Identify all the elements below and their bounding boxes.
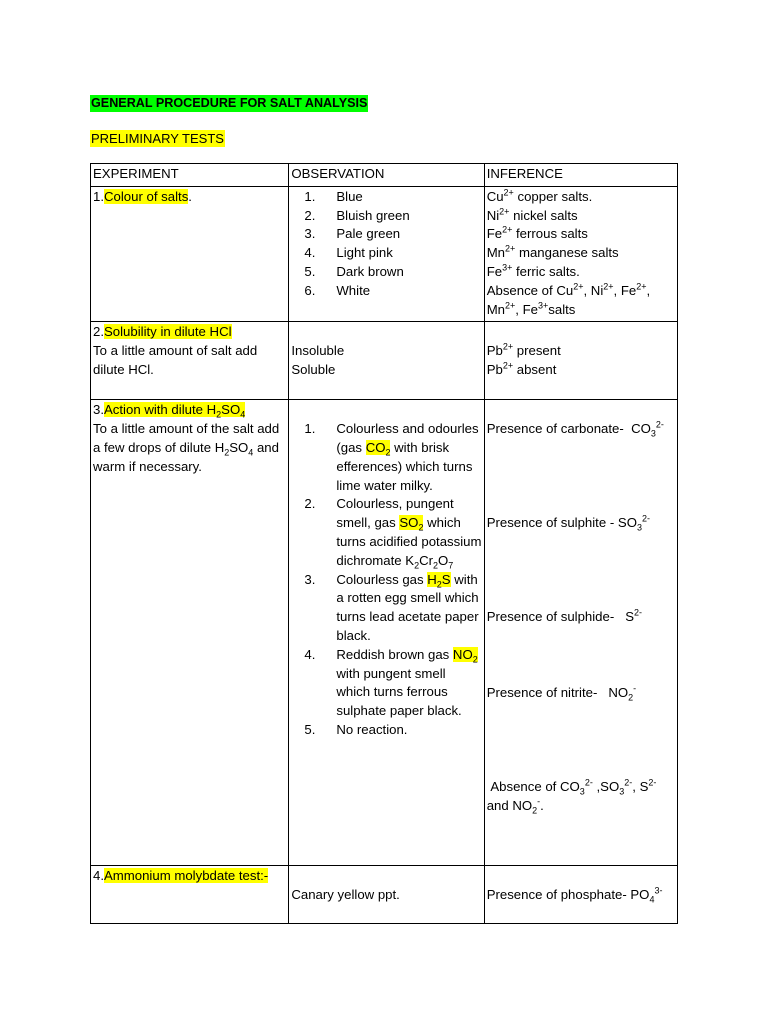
list-item: 2. Bluish green	[304, 207, 410, 223]
list-item: 4. Light pink	[304, 245, 393, 261]
header-observation: OBSERVATION	[289, 164, 484, 187]
header-experiment: EXPERIMENT	[91, 164, 289, 187]
row-number: 1.	[93, 188, 104, 204]
header-inference: INFERENCE	[484, 164, 677, 187]
list-item: 3. Pale green	[304, 226, 401, 242]
inference-line: $Cu^{2+}$ copper salts.	[486, 187, 593, 204]
inference-cell	[484, 400, 677, 866]
list-item: 2. Colourless, pungent smell, gas $SO_2$ which turns acidified potassium dichromate $K_2Cr_2O_7$	[304, 496, 482, 571]
inference-line: $Fe^{3+}$ ferric salts.	[486, 262, 580, 279]
inference-cell	[484, 322, 677, 400]
list-item: 1. Colourless and odourles (gas $CO_2$ with brisk efferences) which turns lime water milky.	[304, 421, 479, 493]
page-title: GENERAL PROCEDURE FOR SALT ANALYSIS	[91, 96, 368, 110]
list-item: 6. White	[304, 282, 371, 298]
observation-cell	[289, 186, 484, 322]
inference-line: $Ni^{2+}$ nickel salts	[486, 206, 578, 223]
experiment-cell: 1.Colour of salts.	[91, 186, 289, 322]
inference-cell	[484, 186, 677, 322]
experiment-title: Ammonium molybdate test:-	[104, 868, 269, 884]
inference-line: Presence of sulphide- $S^{2-}$	[486, 607, 643, 625]
experiment-cell: 4.Ammonium molybdate test:-	[91, 866, 289, 924]
inference-line: Presence of nitrite- $NO_2^-$	[486, 683, 637, 703]
inference-line: $Mn^{2+}$ manganese salts	[486, 243, 619, 261]
experiment-description: To a little amount of the salt add a few drops of dilute $H_2SO_4$ and warm if necessary.	[93, 421, 280, 474]
table-row	[91, 400, 678, 866]
observation-list	[291, 420, 481, 740]
list-item: 5. No reaction.	[304, 721, 408, 737]
table-row	[91, 186, 678, 322]
experiment-title: Solubility in dilute HCl	[104, 324, 232, 340]
observation-cell	[289, 400, 484, 866]
observation-text: Soluble	[291, 361, 336, 377]
observation-text: Insoluble	[291, 343, 345, 359]
list-item: 3. Colourless gas $H_2S$ with a rotten egg smell which turns lead acetate paper black.	[304, 571, 479, 643]
inference-line: Presence of phosphate- $PO_4^{3-}$	[486, 885, 663, 905]
experiment-title: Action with dilute $H_2SO_4$	[104, 402, 246, 421]
experiment-title: Colour of salts	[104, 188, 189, 204]
list-item: 4. Reddish brown gas $NO_2$ with pungent smell which turns ferrous sulphate paper black.	[304, 646, 478, 719]
inference-cell	[484, 866, 677, 924]
inference-line: Absence of $Cu^{2+}$, $Ni^{2+}$, $Fe^{2+}$, $Mn^{2+}$, $Fe^{3+}salts$	[486, 281, 651, 317]
experiment-description: To a little amount of salt add dilute HCl.	[93, 343, 258, 377]
list-item: 1. Blue	[304, 188, 363, 204]
list-item: 5. Dark brown	[304, 263, 404, 279]
observation-list	[291, 188, 481, 301]
inference-line: $Fe^{2+}$ ferrous salts	[486, 225, 588, 242]
experiment-cell: 2.Solubility in dilute HCl To a little amount of salt add dilute HCl.	[91, 322, 289, 400]
salt-analysis-table	[90, 163, 678, 924]
observation-cell	[289, 322, 484, 400]
observation-text: Canary yellow ppt.	[291, 887, 400, 903]
table-row	[91, 866, 678, 924]
inference-line: $Pb^{2+}$ present	[486, 341, 561, 359]
inference-line: $Pb^{2+}$ absent	[486, 360, 557, 377]
table-row	[91, 322, 678, 400]
inference-line: Presence of sulphite - $SO_3^{2-}$	[486, 513, 650, 533]
inference-line: Presence of carbonate- $CO_3^{2-}$	[486, 419, 664, 439]
experiment-cell: 3.Action with dilute $H_2SO_4$ To a little amount of the salt add a few drops of dilute $H_2SO_4$ and warm if necessary.	[91, 400, 289, 866]
section-title: PRELIMINARY TESTS	[91, 131, 224, 146]
inference-line: Absence of $CO_3^{2-}$ $,SO_3^{2-}$, $S^{2-}$ and $NO_2^-$.	[486, 777, 657, 816]
table-header-row	[91, 164, 678, 187]
observation-cell	[289, 866, 484, 924]
